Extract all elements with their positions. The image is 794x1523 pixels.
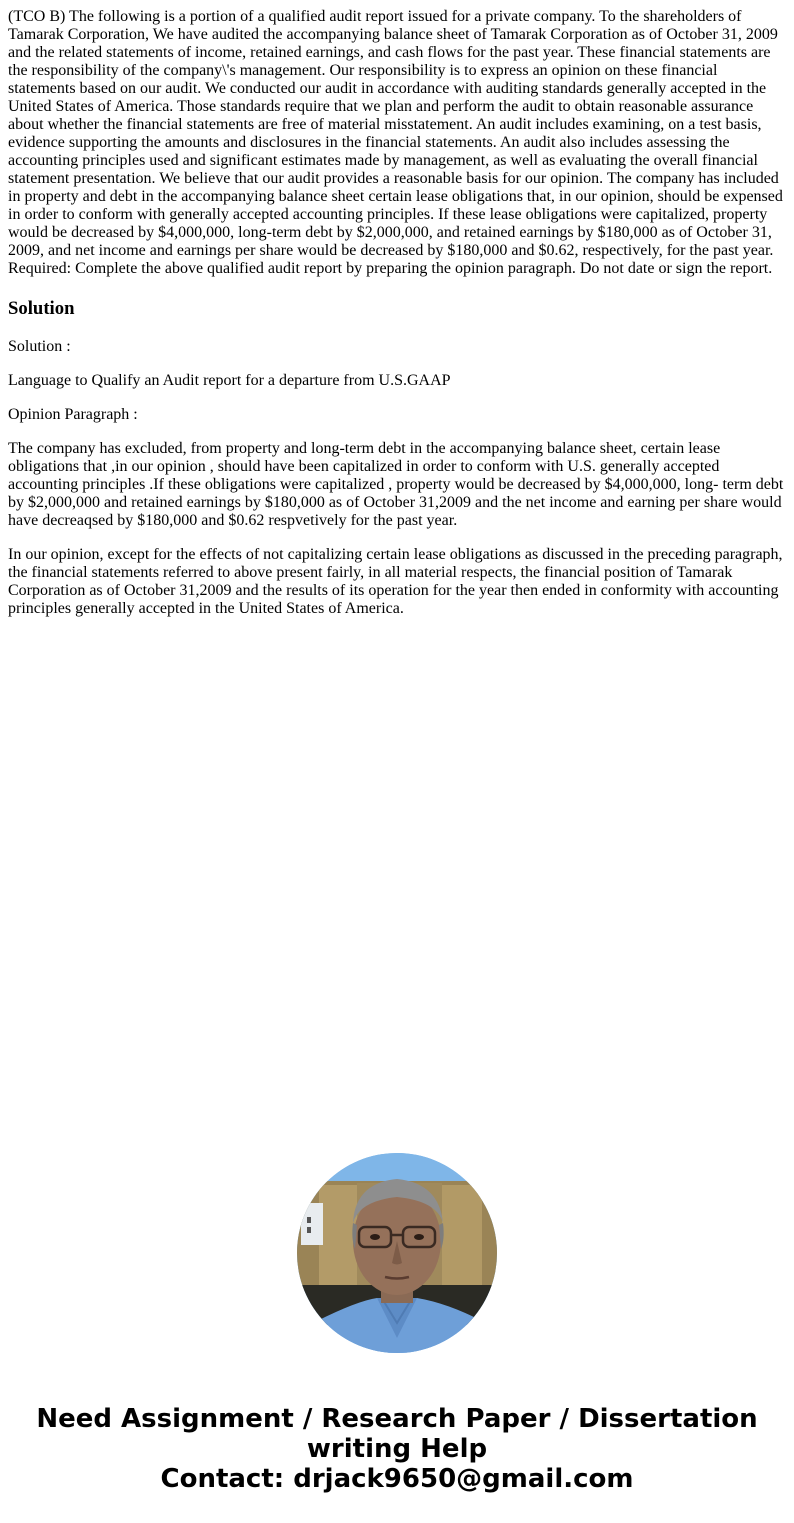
solution-intro: Language to Qualify an Audit report for a departure from U.S.GAAP (8, 372, 451, 389)
promo-line-1: Need Assignment / Research Paper / Dissertation (36, 1404, 758, 1434)
explanatory-paragraph: The company has excluded, from property and long-term debt in the accompanying balance sheet, certain lease obligations that ,in our opinion , should have been capitalized in order to conform with U.S. generally accepted accounting principles .If these obligations were capitalized , property would be decreased by $4,000,000, long- term debt by $2,000,000 and retained earnings by $180,000 as of October 31,2009 and the net income and earning per share would have decreaqsed by $180,000 and $0.62 respvetively for the past year. (8, 440, 784, 529)
promo-line-2: writing Help (306, 1434, 488, 1464)
question-paragraph: (TCO B) The following is a portion of a qualified audit report issued for a private company. To the shareholders of Tamarak Corporation, We have audited the accompanying balance sheet of Tamarak Corporation as of October 31, 2009 and the related statements of income, retained earnings, and cash flows for the past year. These financial statements are the responsibility of the company\'s management. Our responsibility is to express an opinion on these financial statements based on our audit. We conducted our audit in accordance with auditing standards generally accepted in the United States of America. Those standards require that we plan and perform the audit to obtain reasonable assurance about whether the financial statements are free of material misstatement. An audit includes examining, on a test basis, evidence supporting the amounts and disclosures in the financial statements. An audit also includes assessing the accounting principles used and significant estimates made by management, as well as evaluating the overall financial statement presentation. We believe that our audit provides a reasonable basis for our opinion. The company has included in property and debt in the accompanying balance sheet certain lease obligations that, in our opinion, should be expensed in order to conform with generally accepted accounting principles. If these lease obligations were capitalized, property would be decreased by $4,000,000, long-term debt by $2,000,000, and retained earnings by $180,000 as of October 31, 2009, and net income and earnings per share would be decreased by $180,000 and $0.62, respectively, for the past year. Required: Complete the above qualified audit report by preparing the opinion paragraph. Do not date or sign the report. (8, 8, 783, 277)
opinion-paragraph: In our opinion, except for the effects of not capitalizing certain lease obligations as discussed in the preceding paragraph, the financial statements referred to above present fairly, in all material respects, the financial position of Tamarak Corporation as of October 31,2009 and the results of its operation for the year then ended in conformity with accounting principles generally accepted in the United States of America. (8, 546, 783, 617)
opinion-paragraph-label: Opinion Paragraph : (8, 406, 138, 423)
solution-label: Solution : (8, 338, 71, 355)
solution-heading: Solution (8, 298, 75, 319)
document-content (8, 8, 786, 634)
avatar (297, 1153, 497, 1353)
avatar-photo-icon (297, 1153, 497, 1353)
promo-contact-email: Contact: drjack9650@gmail.com (160, 1464, 634, 1494)
contact-promo (0, 1404, 794, 1494)
